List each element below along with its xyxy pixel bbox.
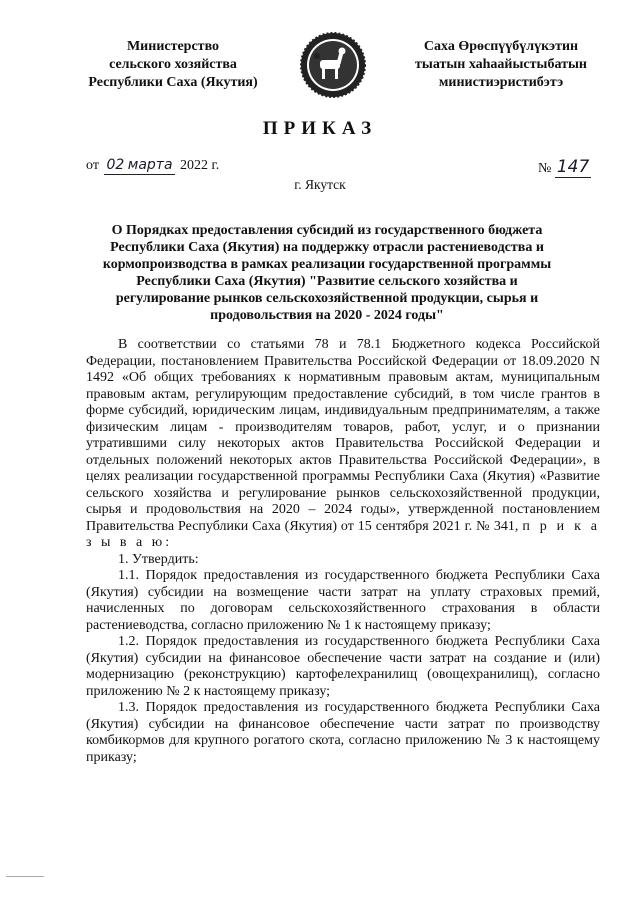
ministry-line: министиэристибэтэ xyxy=(438,75,564,90)
order-number xyxy=(538,157,591,178)
city: г. Якутск xyxy=(294,177,346,192)
ministry-line: тыатын хаһаайыстыбатын xyxy=(415,57,587,72)
command-word: п р и к а з ы в а ю: xyxy=(86,518,601,550)
ministry-name-yakut xyxy=(388,38,614,92)
list-item: 1.1. Порядок предоставления из государственного бюджета Республики Саха (Якутия) субсидии на возмещение части затрат на уплату страховых премий, начисленных по договорам сельскохозяйственного страхования в области растениеводства, согласно приложению № 1 к настоящему приказу; xyxy=(86,568,600,633)
list-item: 1. Утвердить: xyxy=(118,551,199,567)
ministry-line: сельского хозяйства xyxy=(109,57,237,72)
footer-divider xyxy=(6,876,44,877)
coat-of-arms-emblem xyxy=(298,30,368,100)
document-title: О Порядках предоставления субсидий из государственного бюджета Республики Саха (Якутия) на поддержку отрасли растениеводства и кормопроизводства в рамках реализации государственной программы Республики Саха (Якутия) "Развитие сельского хозяйства и регулирование рынков сельскохозяйственной продукции, сырья и продовольствия на 2020 - 2024 годы" xyxy=(102,223,552,323)
number-prefix: № xyxy=(538,161,552,176)
number-handwritten: 147 xyxy=(556,157,590,177)
order-title: ПРИКАЗ xyxy=(262,118,378,139)
date-prefix: от xyxy=(86,158,99,173)
date-month-handwritten: марта xyxy=(127,157,173,173)
preamble-text: В соответствии со статьями 78 и 78.1 Бюджетного кодекса Российской Федерации, постановлением Правительства Российской Федерации от 18.09.2020 N 1492 «Об общих требованиях к нормативным правовым актам, муниципальным правовым актам, регулирующим предоставление субсидий, в том числе грантов в форме субсидий, юридическим лицам, индивидуальным предпринимателям, а также физическим лицам - производителям товаров, работ, услуг, и о признании утратившими силу некоторых актов Правительства Российской Федерации и отдельных положений некоторых актов Правительства Российской Федерации», в целях реализации государственной программы Республики Саха (Якутия) «Развитие сельского хозяйства и регулирование рынков сельскохозяйственной продукции, сырья и продовольствия на 2020 – 2024 годы», утвержденной постановлением Правительства Республики Саха (Якутия) от 15 сентября 2021 г. № 341, xyxy=(86,337,600,534)
ministry-line: Саха Өрөспүүбүлүкэтин xyxy=(423,39,579,54)
order-date xyxy=(86,157,219,175)
ministry-line: Министерство xyxy=(126,39,220,54)
list-item: 1.3. Порядок предоставления из государственного бюджета Республики Саха (Якутия) субсидии на финансовое обеспечение части затрат по производству комбикормов для крупного рогатого скота, согласно приложению № 3 к настоящему приказу; xyxy=(86,700,600,765)
date-day-handwritten: 02 xyxy=(106,157,125,173)
document-body xyxy=(86,337,600,766)
ministry-name-russian xyxy=(78,38,268,92)
ministry-line: Республики Саха (Якутия) xyxy=(88,75,258,90)
list-item: 1.2. Порядок предоставления из государственного бюджета Республики Саха (Якутия) субсидии на финансовое обеспечение части затрат на создание и (или) модернизацию (реконструкцию) картофелехранилищ (овощехранилищ), согласно приложению № 2 к настоящему приказу; xyxy=(86,634,600,699)
preamble-paragraph xyxy=(86,337,600,552)
date-year: 2022 г. xyxy=(180,158,220,173)
